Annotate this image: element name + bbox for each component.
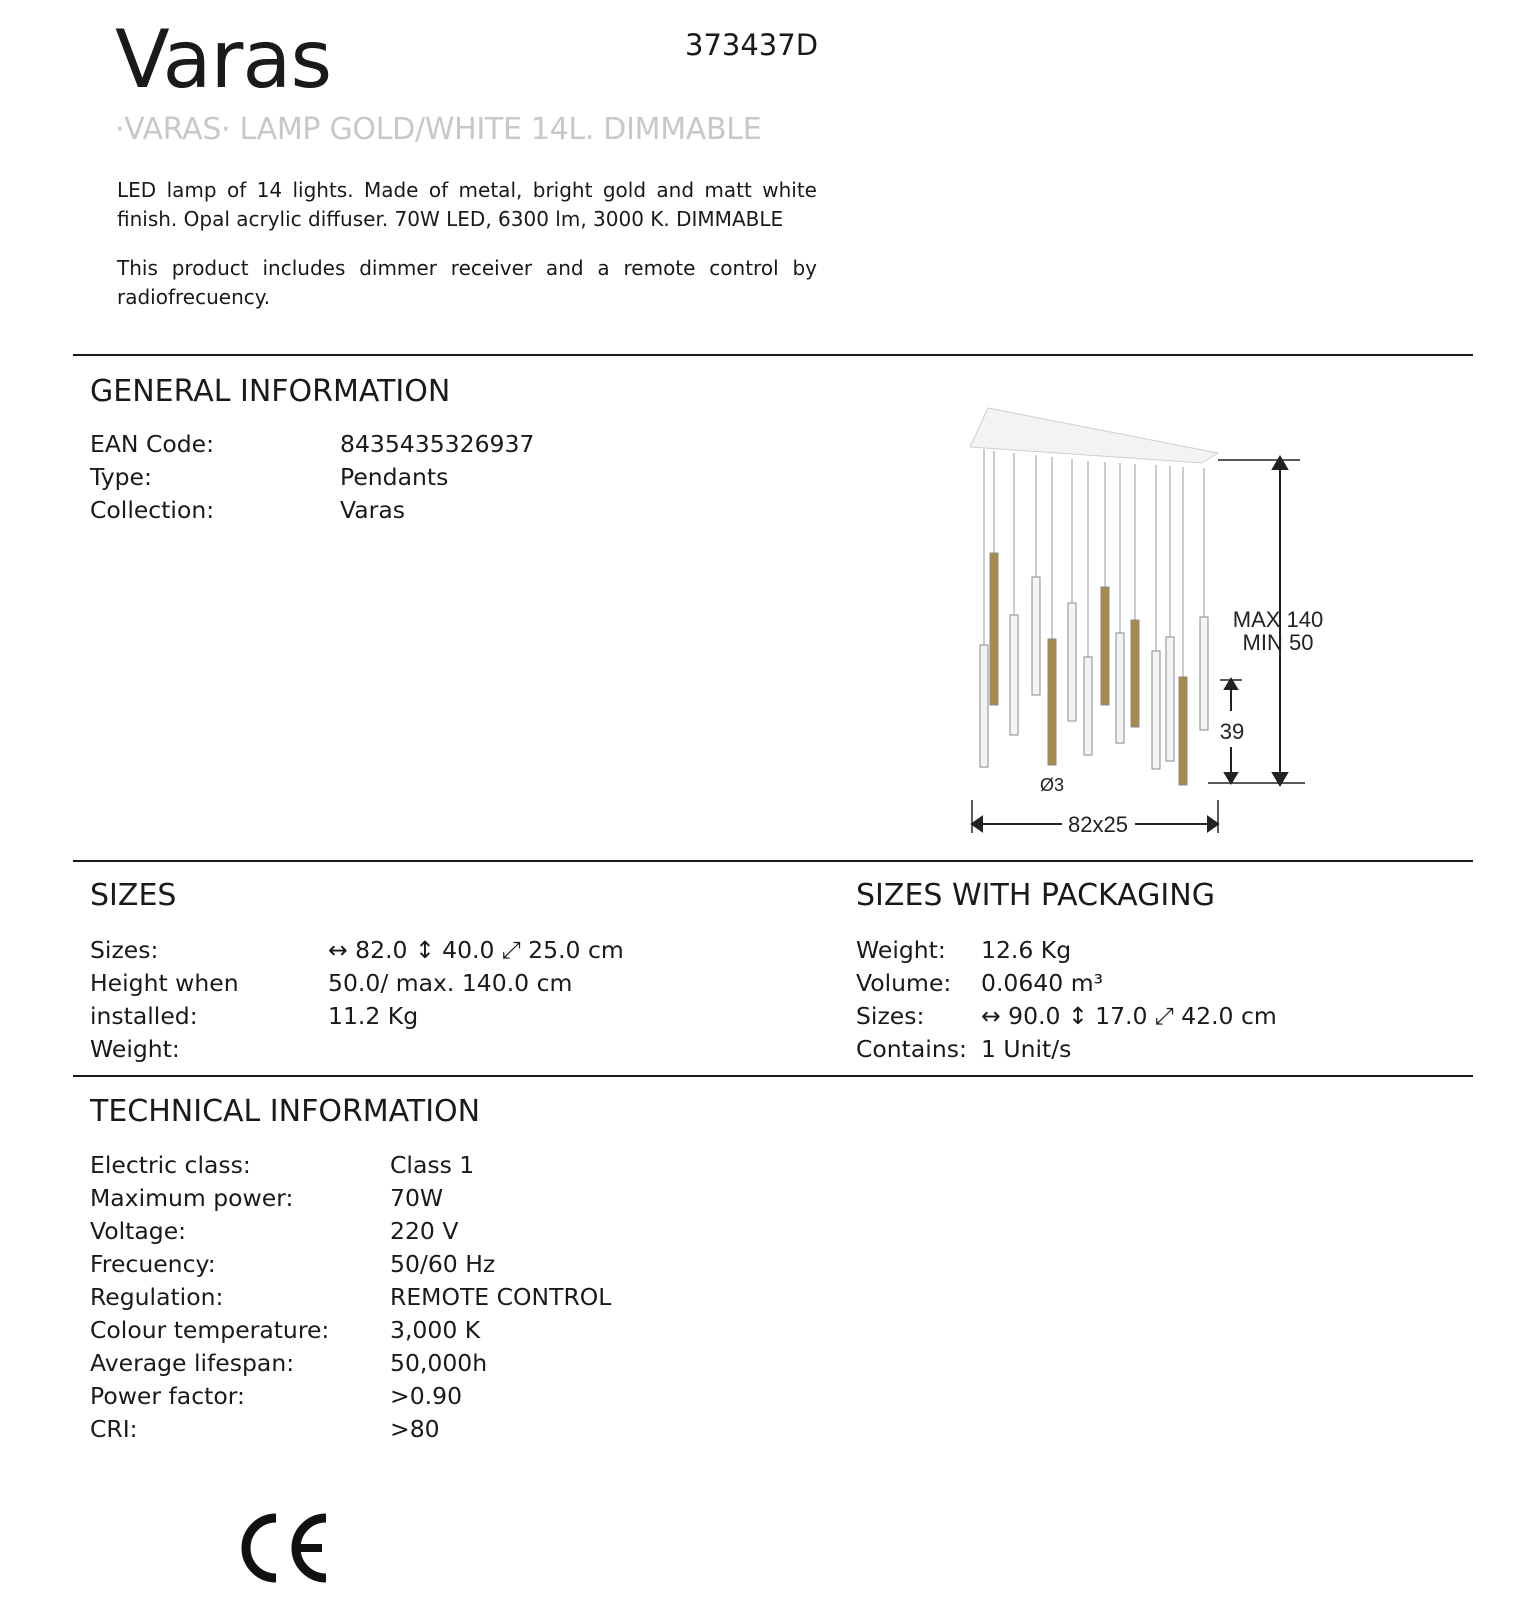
technical-rows	[90, 1151, 790, 1451]
white-tube	[1200, 617, 1208, 730]
packaging-heading: SIZES WITH PACKAGING	[856, 878, 1215, 913]
row-label: Average lifespan:	[90, 1349, 295, 1377]
row-value: 12.6 Kg	[981, 936, 1072, 964]
row-value: 8435435326937	[340, 430, 535, 458]
product-reference: 373437D	[685, 28, 819, 62]
row-label: Voltage:	[90, 1217, 187, 1245]
description-paragraph: This product includes dimmer receiver and a remote control by radiofrecuency.	[117, 256, 817, 309]
white-tube	[1068, 603, 1076, 721]
row-label: Power factor:	[90, 1382, 245, 1410]
row-value: 50.0/ max. 140.0 cm	[328, 969, 573, 997]
row-value: 70W	[390, 1184, 444, 1212]
row-value: 11.2 Kg	[328, 1002, 419, 1030]
gold-tube	[1048, 639, 1056, 765]
row-label: CRI:	[90, 1415, 138, 1443]
white-tube	[1152, 651, 1160, 769]
row-value: 220 V	[390, 1217, 459, 1245]
white-tube	[1084, 657, 1092, 755]
row-label: Volume:	[856, 969, 952, 997]
ceiling-canopy	[970, 408, 1218, 463]
row-label: EAN Code:	[90, 430, 215, 458]
general-info-heading: GENERAL INFORMATION	[90, 374, 451, 409]
row-value: 3,000 K	[390, 1316, 481, 1344]
white-tube	[980, 645, 988, 767]
row-value: >0.90	[390, 1382, 463, 1410]
white-tube	[1032, 577, 1040, 695]
height-min-label: MIN 50	[1242, 630, 1314, 655]
technical-info-heading: TECHNICAL INFORMATION	[90, 1094, 481, 1129]
sizes-heading: SIZES	[90, 878, 177, 913]
product-subtitle: ·VARAS· LAMP GOLD/WHITE 14L. DIMMABLE	[115, 112, 762, 147]
row-label: Frecuency:	[90, 1250, 216, 1278]
row-label: Electric class:	[90, 1151, 251, 1179]
section-divider	[73, 354, 1473, 356]
row-label: Sizes:	[856, 1002, 925, 1030]
section-divider	[73, 860, 1473, 862]
white-tube	[1116, 633, 1124, 743]
row-value: >80	[390, 1415, 440, 1443]
tube-length-label: 39	[1219, 719, 1245, 744]
row-label: Regulation:	[90, 1283, 224, 1311]
product-technical-drawing	[970, 405, 1350, 865]
row-label: Collection:	[90, 496, 215, 524]
row-label: Colour temperature:	[90, 1316, 330, 1344]
product-title: Varas	[115, 13, 332, 106]
row-value: 1 Unit/s	[981, 1035, 1072, 1063]
white-tube	[1166, 637, 1174, 761]
row-label: installed:	[90, 1002, 198, 1030]
row-value: 50,000h	[390, 1349, 488, 1377]
row-value: Varas	[340, 496, 405, 524]
diameter-label: Ø3	[1039, 775, 1065, 795]
gold-tube	[990, 553, 998, 705]
row-value: Class 1	[390, 1151, 475, 1179]
row-label: Sizes:	[90, 936, 159, 964]
row-label: Weight:	[90, 1035, 180, 1063]
row-value: Pendants	[340, 463, 449, 491]
white-tube	[1010, 615, 1018, 735]
row-label: Height when	[90, 969, 239, 997]
row-label: Maximum power:	[90, 1184, 294, 1212]
row-value: 0.0640 m³	[981, 969, 1104, 997]
gold-tube	[1179, 677, 1187, 785]
section-divider	[73, 1075, 1473, 1077]
gold-tube	[1101, 587, 1109, 705]
height-max-label: MAX 140	[1232, 607, 1324, 632]
ce-mark-icon	[238, 1508, 338, 1588]
row-value: 50/60 Hz	[390, 1250, 496, 1278]
description-paragraph: LED lamp of 14 lights. Made of metal, bright gold and matt white finish. Opal acrylic diffuser. 70W LED, 6300 lm, 3000 K. DIMMABLE	[117, 178, 817, 231]
row-value: ↔ 90.0 ↕ 17.0 ⤢ 42.0 cm	[981, 1002, 1277, 1030]
base-width-label: 82x25	[1068, 812, 1128, 837]
row-value: REMOTE CONTROL	[390, 1283, 612, 1311]
row-value: ↔ 82.0 ↕ 40.0 ⤢ 25.0 cm	[328, 936, 624, 964]
row-label: Weight:	[856, 936, 946, 964]
row-label: Contains:	[856, 1035, 967, 1063]
row-label: Type:	[90, 463, 152, 491]
gold-tube	[1131, 620, 1139, 727]
